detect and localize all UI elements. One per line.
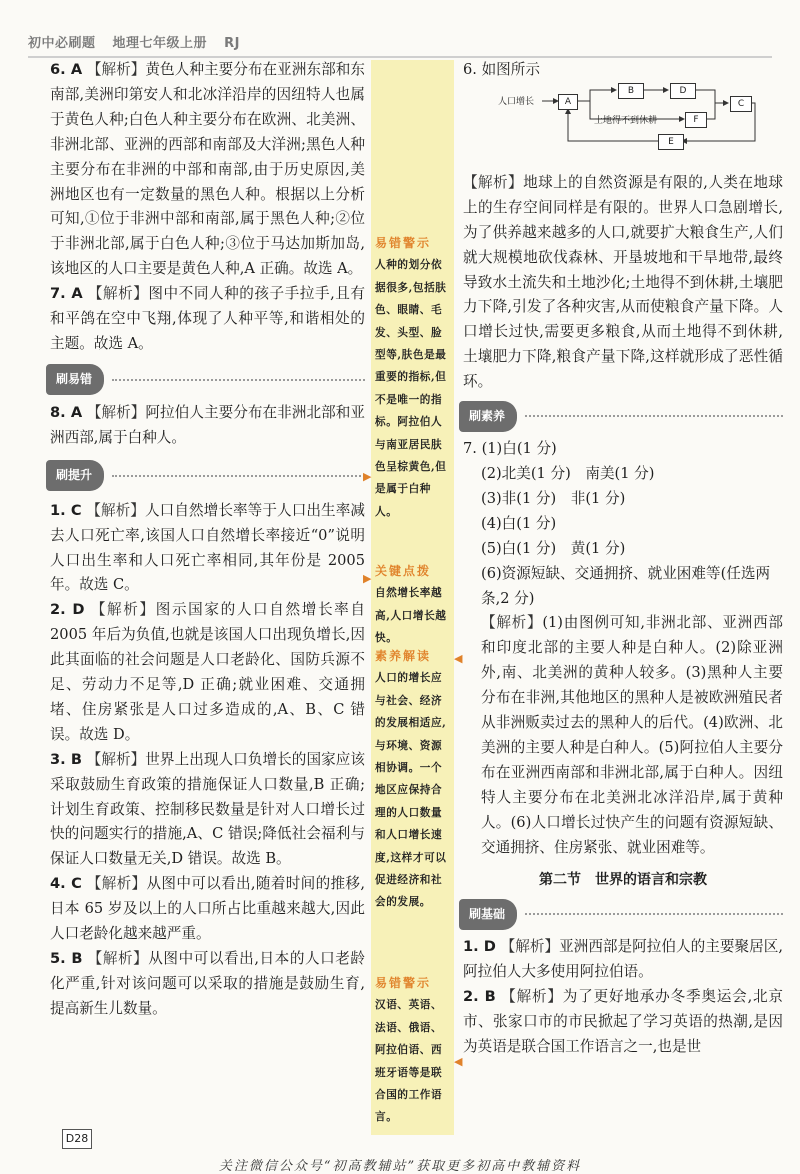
- answer-number: 7. A: [50, 285, 83, 303]
- answer-text: 图示国家的人口自然增长率自 2005 年后为负值,也就是该国人口出现负增长,因此其面临的社会问题是人口老龄化、国防兵源不足、劳动力不足等,D 正确;就业困难、交通拥堵、住房紧张是人口过多造成的,A、B、C 错误。故选 D。: [50, 601, 365, 743]
- answer-line: 7. (1)白(1 分): [463, 440, 557, 458]
- answer-text: 世界上出现人口负增长的国家应该采取鼓励生育政策的措施保证人口数量,B 正确;计划生育政策、控制移民数量是针对人口增长过快的问题实行的措施,A、C 错误;降低社会福利与保证人口数量无关,D 错误。故选 B。: [50, 750, 365, 868]
- section-suyang: [459, 403, 783, 429]
- answer-number: 2. B: [463, 988, 496, 1006]
- answer-8: [50, 401, 365, 451]
- tip-box-4: [375, 972, 451, 1129]
- tip-box-3: [375, 645, 451, 914]
- section-label: 刷基础: [459, 899, 517, 930]
- analysis-tag: 【解析】: [500, 938, 560, 956]
- analysis-tag: 【解析】: [86, 875, 147, 893]
- analysis-tag: 【解析】: [90, 601, 156, 619]
- tip-box-1: [375, 232, 451, 523]
- analysis-tag: 【解析】: [463, 173, 524, 191]
- tip-pointer: ▶: [363, 470, 372, 483]
- answer-text: 为了更好地承办冬季奥运会,北京市、张家口市的市民掀起了学习英语的热潮,是因为英语是联合国工作语言之一,也是世: [463, 988, 784, 1055]
- analysis-tag: 【解析】: [481, 614, 543, 632]
- answer-text: 从图中可以看出,随着时间的推移,日本 65 岁及以上的人口所占比重越来越大,因此人口老龄化越来越严重。: [50, 875, 365, 943]
- tip-pointer: ◀: [454, 1055, 463, 1068]
- answer-line: (4)白(1 分): [481, 514, 557, 532]
- tip-pointer: ◀: [454, 652, 463, 665]
- left-column: [50, 58, 365, 1022]
- analysis-tag: 【解析】: [501, 988, 563, 1006]
- answer-text: 从图中可以看出,日本的人口老龄化严重,针对该问题可以采取的措施是鼓励生育,提高新生儿数量。: [50, 950, 366, 1017]
- answer-4: [50, 872, 365, 947]
- flow-box-a: A: [558, 94, 578, 110]
- answer-line: (3)非(1 分) 非(1 分): [481, 489, 626, 507]
- section-label: 刷提升: [46, 460, 104, 491]
- flow-box-f: F: [685, 112, 707, 128]
- answer-7-lines: [463, 437, 783, 611]
- flow-note: 土地得不到休耕: [594, 116, 658, 126]
- flow-diagram: [490, 83, 770, 161]
- section-yicuo: [46, 367, 365, 393]
- analysis-tag: 【解析】: [87, 285, 149, 303]
- right-column: [463, 58, 783, 1060]
- tip-title: 素养解读: [375, 649, 432, 663]
- flow-start-label: 人口增长: [498, 97, 535, 107]
- tip-title: 关键点拨: [375, 564, 432, 578]
- analysis-tag: 【解析】: [86, 403, 146, 421]
- flow-box-e: E: [658, 134, 684, 150]
- question-6-title: [463, 58, 783, 83]
- section-tisheng: [46, 463, 365, 489]
- section-label: 刷易错: [46, 364, 104, 395]
- chapter-title: 第二节 世界的语言和宗教: [539, 872, 707, 889]
- answer-r2: [463, 985, 783, 1060]
- answer-number: 1. C: [50, 501, 82, 519]
- page-header: [28, 32, 772, 58]
- answer-line: (5)白(1 分) 黄(1 分): [481, 539, 626, 557]
- edition: RJ: [224, 36, 240, 51]
- tip-title: 易错警示: [375, 976, 432, 990]
- answer-line: (2)北美(1 分) 南美(1 分): [481, 464, 655, 482]
- answer-2: [50, 598, 365, 747]
- answer-5: [50, 947, 365, 1022]
- answer-r1: [463, 935, 783, 985]
- flow-box-c: C: [730, 96, 752, 112]
- answer-1: [50, 499, 365, 599]
- section-jichu: [459, 901, 783, 927]
- answer-6: [50, 58, 365, 282]
- tip-text: 汉语、英语、法语、俄语、阿拉伯语、西班牙语等是联合国的工作语言。: [375, 999, 443, 1124]
- answer-number: 4. C: [50, 875, 82, 893]
- tip-box-2: [375, 560, 451, 650]
- answer-7-analysis: [463, 611, 783, 860]
- analysis-tag: 【解析】: [86, 750, 146, 768]
- answer-number: 8. A: [50, 403, 83, 421]
- answer-text: 图中不同人种的孩子手拉手,且有和平鸽在空中飞翔,体现了人种平等,和谐相处的主题。故选 A。: [50, 285, 365, 352]
- answer-text: 亚洲西部是阿拉伯人的主要聚居区,阿拉伯人大多使用阿拉伯语。: [463, 938, 783, 981]
- answer-text: 地球上的自然资源是有限的,人类在地球上的生存空间同样是有限的。世界人口急剧增长,为了供养越来越多的人口,就要扩大粮食生产,人们就大规模地砍伐森林、开垦坡地和干旱地带,最终导致水土流失和土地沙化;土地得不到休耕,土壤肥力下降,引发了各种灾害,从而使粮食产量下降。人口增长过快,需要更多粮食,从而土地得不到休耕,土壤肥力下降,粮食产量下降,这样就形成了恶性循环。: [463, 173, 783, 391]
- answer-line: (6)资源短缺、交通拥挤、就业困难等(任选两条,2 分): [481, 564, 771, 607]
- answer-7: [50, 282, 365, 357]
- subject-title: 地理七年级上册: [112, 36, 208, 51]
- tip-text: 自然增长率越高,人口增长越快。: [375, 587, 447, 645]
- answer-number: 3. B: [50, 750, 82, 768]
- analysis-tag: 【解析】: [87, 950, 149, 967]
- answer-text: (1)由图例可知,非洲北部、亚洲西部和印度北部的主要人种是白种人。(2)除亚洲外,南、北美洲的黄种人较多。(3)黑种人主要分布在非洲,其他地区的黑种人是被欧洲殖民者从非洲贩卖过去的黑种人的后代。(4)欧洲、北美洲的主要人种是白种人。(5)阿拉伯人主要分布在亚洲西南部和非洲北部,属于白种人。因纽特人主要分布在北美洲北冰洋沿岸,属于黄种人。(6)人口增长过快产生的问题有资源短缺、交通拥挤、住房紧张、就业困难等。: [481, 614, 783, 856]
- analysis-tag: 【解析】: [86, 501, 145, 519]
- answer-number: 2. D: [50, 601, 85, 619]
- answer-3: [50, 748, 365, 873]
- flow-box-b: B: [618, 83, 644, 99]
- tip-text: 人种的划分依据很多,包括肤色、眼睛、毛发、头型、脸型等,肤色是最重要的指标,但不是唯一的指标。阿拉伯人与南亚居民肤色呈棕黄色,但是属于白种人。: [375, 259, 447, 518]
- section-label: 刷素养: [459, 401, 517, 432]
- answer-text: 人口自然增长率等于人口出生率减去人口死亡率,该国人口自然增长率接近“0”说明人口出生率和人口死亡率相同,其年份是 2005 年。故选 C。: [50, 501, 365, 594]
- tip-pointer: ▶: [363, 572, 372, 585]
- answer-text: 黄色人种主要分布在亚洲东部和东南部,美洲印第安人和北冰洋沿岸的因纽特人也属于黄色人种;白色人种主要分布在欧洲、北美洲、非洲北部、亚洲的西部和南部及大洋洲;黑色人种主要分布在非洲的中部和南部,由于历史原因,美洲地区也有一定数量的黑色人种。根据以上分析可知,①位于非洲中部和南部,属于黑色人种;②位于非洲北部,属于白色人种;③位于马达加斯加岛,该地区的人口主要是黄色人种,A 正确。故选 A。: [50, 61, 365, 278]
- answer-6-right: [463, 171, 783, 395]
- answer-number: 5. B: [50, 950, 83, 967]
- answer-number: 6. A: [50, 61, 83, 78]
- tip-text: 人口的增长应与社会、经济的发展相适应,与环境、资源相协调。一个地区应保持合理的人口数量和人口增长速度,这样才可以促进经济和社会的发展。: [375, 672, 447, 909]
- answer-text: 阿拉伯人主要分布在非洲北部和亚洲西部,属于白种人。: [50, 403, 365, 446]
- tip-title: 易错警示: [375, 236, 432, 250]
- footer-note: 关注微信公众号“初高教辅站”获取更多初高中教辅资料: [218, 1159, 582, 1174]
- question-title: 6. 如图所示: [463, 61, 540, 78]
- page-number: D28: [62, 1129, 92, 1149]
- analysis-tag: 【解析】: [86, 61, 146, 78]
- book-title: 初中必刷题: [28, 36, 96, 51]
- flow-box-d: D: [670, 83, 696, 99]
- answer-number: 1. D: [463, 938, 496, 956]
